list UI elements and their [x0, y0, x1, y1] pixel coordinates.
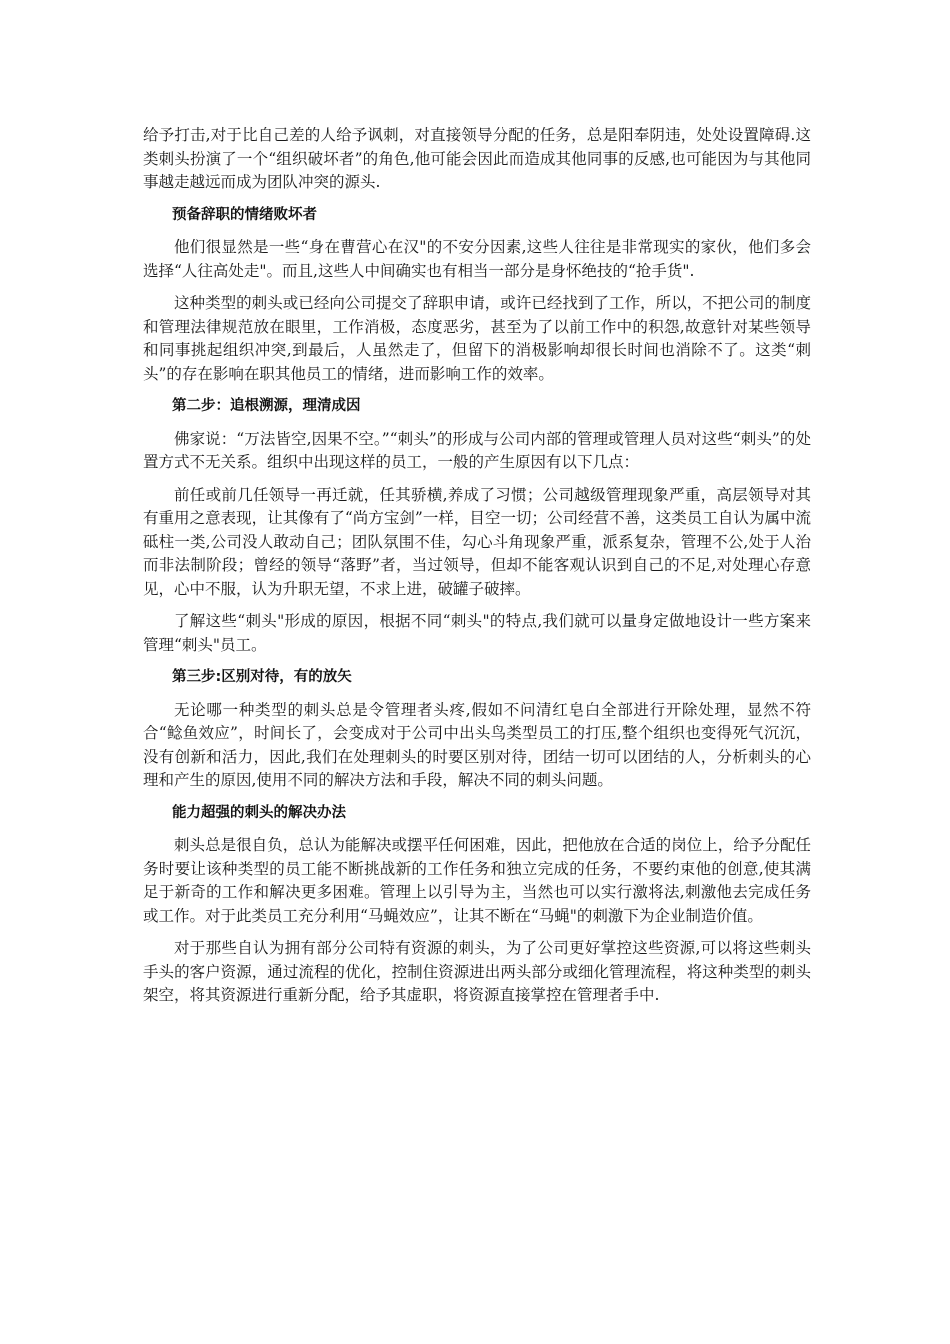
paragraph-9: 对于那些自认为拥有部分公司特有资源的刺头，为了公司更好掌控这些资源,可以将这些刺头手头的客户资源，通过流程的优化，控制住资源进出两头部分或细化管理流程，将这种类型的刺头架空，将其资源进行重新分配，给予其虚职，将资源直接掌控在管理者手中.	[143, 939, 811, 1004]
section-heading-capable-troublemakers: 能力超强的刺头的解决办法	[172, 804, 346, 821]
paragraph-1: 给予打击,对于比自己差的人给予讽刺，对直接领导分配的任务，总是阳奉阴违，处处设置障碍.这类刺头扮演了一个“组织破坏者”的角色,他可能会因此而造成其他同事的反感,也可能因为与其他同事越走越远而成为团队冲突的源头.	[143, 126, 811, 191]
section-heading-step-two: 第二步：追根溯源，理清成因	[172, 398, 361, 414]
paragraph-2: 他们很显然是一些“身在曹营心在汉"的不安分因素,这些人往往是非常现实的家伙，他们多会选择“人往高处走"。而且,这些人中间确实也有相当一部分是身怀绝技的“抢手货".	[143, 238, 811, 280]
section-heading-resigning-employees: 预备辞职的情绪败坏者	[172, 206, 317, 223]
paragraph-6: 了解这些“刺头"形成的原因，根据不同“刺头"的特点,我们就可以量身定做地设计一些方案来管理“刺头"员工。	[143, 612, 811, 654]
paragraph-5: 前任或前几任领导一再迁就，任其骄横,养成了习惯；公司越级管理现象严重，高层领导对其有重用之意表现，让其像有了“尚方宝剑”一样，目空一切；公司经营不善，这类员工自认为属中流砥柱一类,公司没人敢动自己；团队氛围不佳，勾心斗角现象严重，派系复杂，管理不公,处于人治而非法制阶段；曾经的领导“落野”者，当过领导，但却不能客观认识到自己的不足,对处理心存意见，心中不服，认为升职无望，不求上进，破罐子破摔。	[143, 485, 811, 598]
paragraph-8: 刺头总是很自负，总认为能解决或摆平任何困难，因此，把他放在合适的岗位上，给予分配任务时要让该种类型的员工能不断挑战新的工作任务和独立完成的任务，不要约束他的创意,使其满足于新奇的工作和解决更多困难。管理上以引导为主，当然也可以实行激将法,刺激他去完成任务或工作。对于此类员工充分利用“马蝇效应”，让其不断在“马蝇"的刺激下为企业制造价值。	[143, 836, 811, 925]
section-heading-step-three: 第三步:区别对待，有的放矢	[172, 669, 352, 685]
paragraph-4: 佛家说：“万法皆空,因果不空。”“刺头”的形成与公司内部的管理或管理人员对这些“刺头”的处置方式不无关系。组织中出现这样的员工，一般的产生原因有以下几点：	[143, 429, 811, 471]
paragraph-7: 无论哪一种类型的刺头总是令管理者头疼,假如不问清红皂白全部进行开除处理，显然不符合“鲶鱼效应”，时间长了，会变成对于公司中出头鸟类型员工的打压,整个组织也变得死气沉沉，没有创新和活力，因此,我们在处理刺头的时要区别对待，团结一切可以团结的人，分析刺头的心理和产生的原因,使用不同的解决方法和手段，解决不同的刺头问题。	[143, 700, 811, 789]
paragraph-3: 这种类型的刺头或已经向公司提交了辞职申请，或许已经找到了工作，所以，不把公司的制度和管理法律规范放在眼里，工作消极，态度恶劣，甚至为了以前工作中的积怨,故意针对某些领导和同事挑起组织冲突,到最后，人虽然走了，但留下的消极影响却很长时间也消除不了。这类“刺头”的存在影响在职其他员工的情绪，进而影响工作的效率。	[143, 294, 811, 383]
document-body	[143, 124, 811, 1017]
